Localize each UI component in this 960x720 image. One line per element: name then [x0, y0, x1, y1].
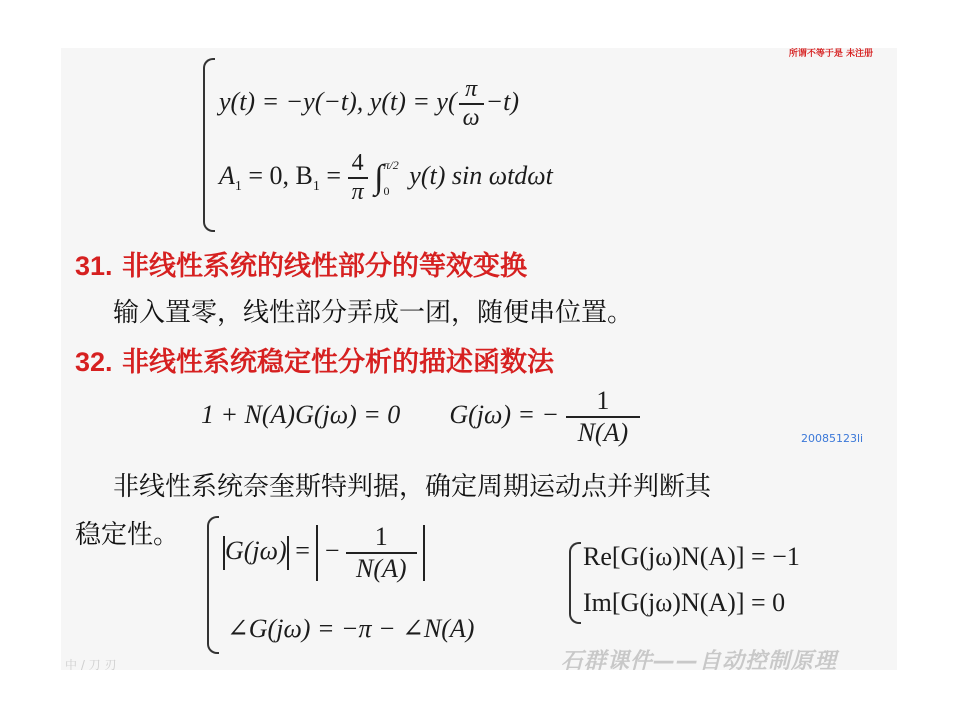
- system-brace-2: [207, 516, 219, 654]
- section-32-number: 32.: [75, 347, 113, 377]
- eq1-fraction: [459, 76, 484, 132]
- slide-nav-controls[interactable]: 中 / 刀 刃: [65, 658, 117, 670]
- eq3-frac-den: N(A): [566, 416, 641, 448]
- equation-real-part: Re[G(jω)N(A)] = −1: [583, 542, 800, 571]
- equation-describing-function: [201, 386, 640, 448]
- eq4-frac-num: 1: [374, 522, 388, 551]
- eq3-fraction: [566, 386, 641, 448]
- system-brace-3: [569, 542, 581, 624]
- watermark-stamp: 20085123li: [801, 432, 864, 445]
- abs-bar-right-1: [287, 536, 289, 570]
- eq2-frac-den: π: [348, 177, 368, 206]
- eq2-fraction: [348, 150, 368, 206]
- section-32-text-line2: 稳定性。: [75, 520, 180, 550]
- section-32-heading: [75, 340, 554, 379]
- eq1-part2: −t): [485, 86, 520, 116]
- eq4-neg: −: [324, 535, 340, 565]
- eq4-equals: =: [295, 535, 310, 565]
- equation-fourier-coeffs: [219, 150, 553, 206]
- abs-bar-left-2: [316, 525, 318, 581]
- section-31-heading: [75, 244, 527, 283]
- eq4-fraction: [346, 522, 417, 584]
- section-31-title: 非线性系统的线性部分的等效变换: [121, 251, 527, 282]
- abs-bar-right-2: [423, 525, 425, 581]
- integral-lower: 0: [383, 184, 390, 198]
- eq4-lhs: G(jω): [225, 535, 287, 565]
- eq2-part2: = 0, B: [248, 160, 313, 190]
- equation-magnitude-condition: [223, 522, 425, 584]
- eq2-part1: A: [219, 160, 235, 190]
- equation-phase-condition: ∠G(jω) = −π − ∠N(A): [227, 614, 475, 643]
- system-brace-1: [203, 58, 215, 232]
- equation-symmetry: [219, 76, 519, 132]
- section-32-text-line1: 非线性系统奈奎斯特判据，确定周期运动点并判断其: [113, 472, 712, 502]
- section-32-title: 非线性系统稳定性分析的描述函数法: [121, 347, 554, 378]
- section-31-text: 输入置零，线性部分弄成一团，随便串位置。: [113, 298, 634, 328]
- eq1-frac-den: ω: [459, 103, 484, 132]
- integral-limits: [383, 157, 398, 199]
- eq2-part3: =: [326, 160, 342, 190]
- eq2-part4: y(t) sin ωtdωt: [409, 160, 553, 190]
- eq2-sub2: 1: [312, 179, 320, 195]
- eq3-frac-num: 1: [596, 386, 610, 415]
- eq3-left: 1 + N(A)G(jω) = 0: [201, 399, 401, 429]
- top-note: 所谓不等于是 未注册: [788, 49, 873, 59]
- section-31-number: 31.: [75, 251, 113, 281]
- footer-course-title: 石群课件——自动控制原理: [561, 649, 838, 670]
- eq1-part1: y(t) = −y(−t), y(t) = y(: [219, 86, 457, 116]
- integral-upper: π/2: [383, 158, 399, 172]
- eq4-frac-den: N(A): [346, 552, 417, 584]
- eq2-sub1: 1: [234, 179, 242, 195]
- eq1-frac-num: π: [465, 76, 478, 102]
- eq3-right-lhs: G(jω) = −: [449, 399, 560, 429]
- integral-sign: ∫: [374, 159, 384, 196]
- eq2-frac-num: 4: [351, 150, 364, 176]
- slide: [61, 48, 897, 670]
- equation-imag-part: Im[G(jω)N(A)] = 0: [583, 588, 786, 617]
